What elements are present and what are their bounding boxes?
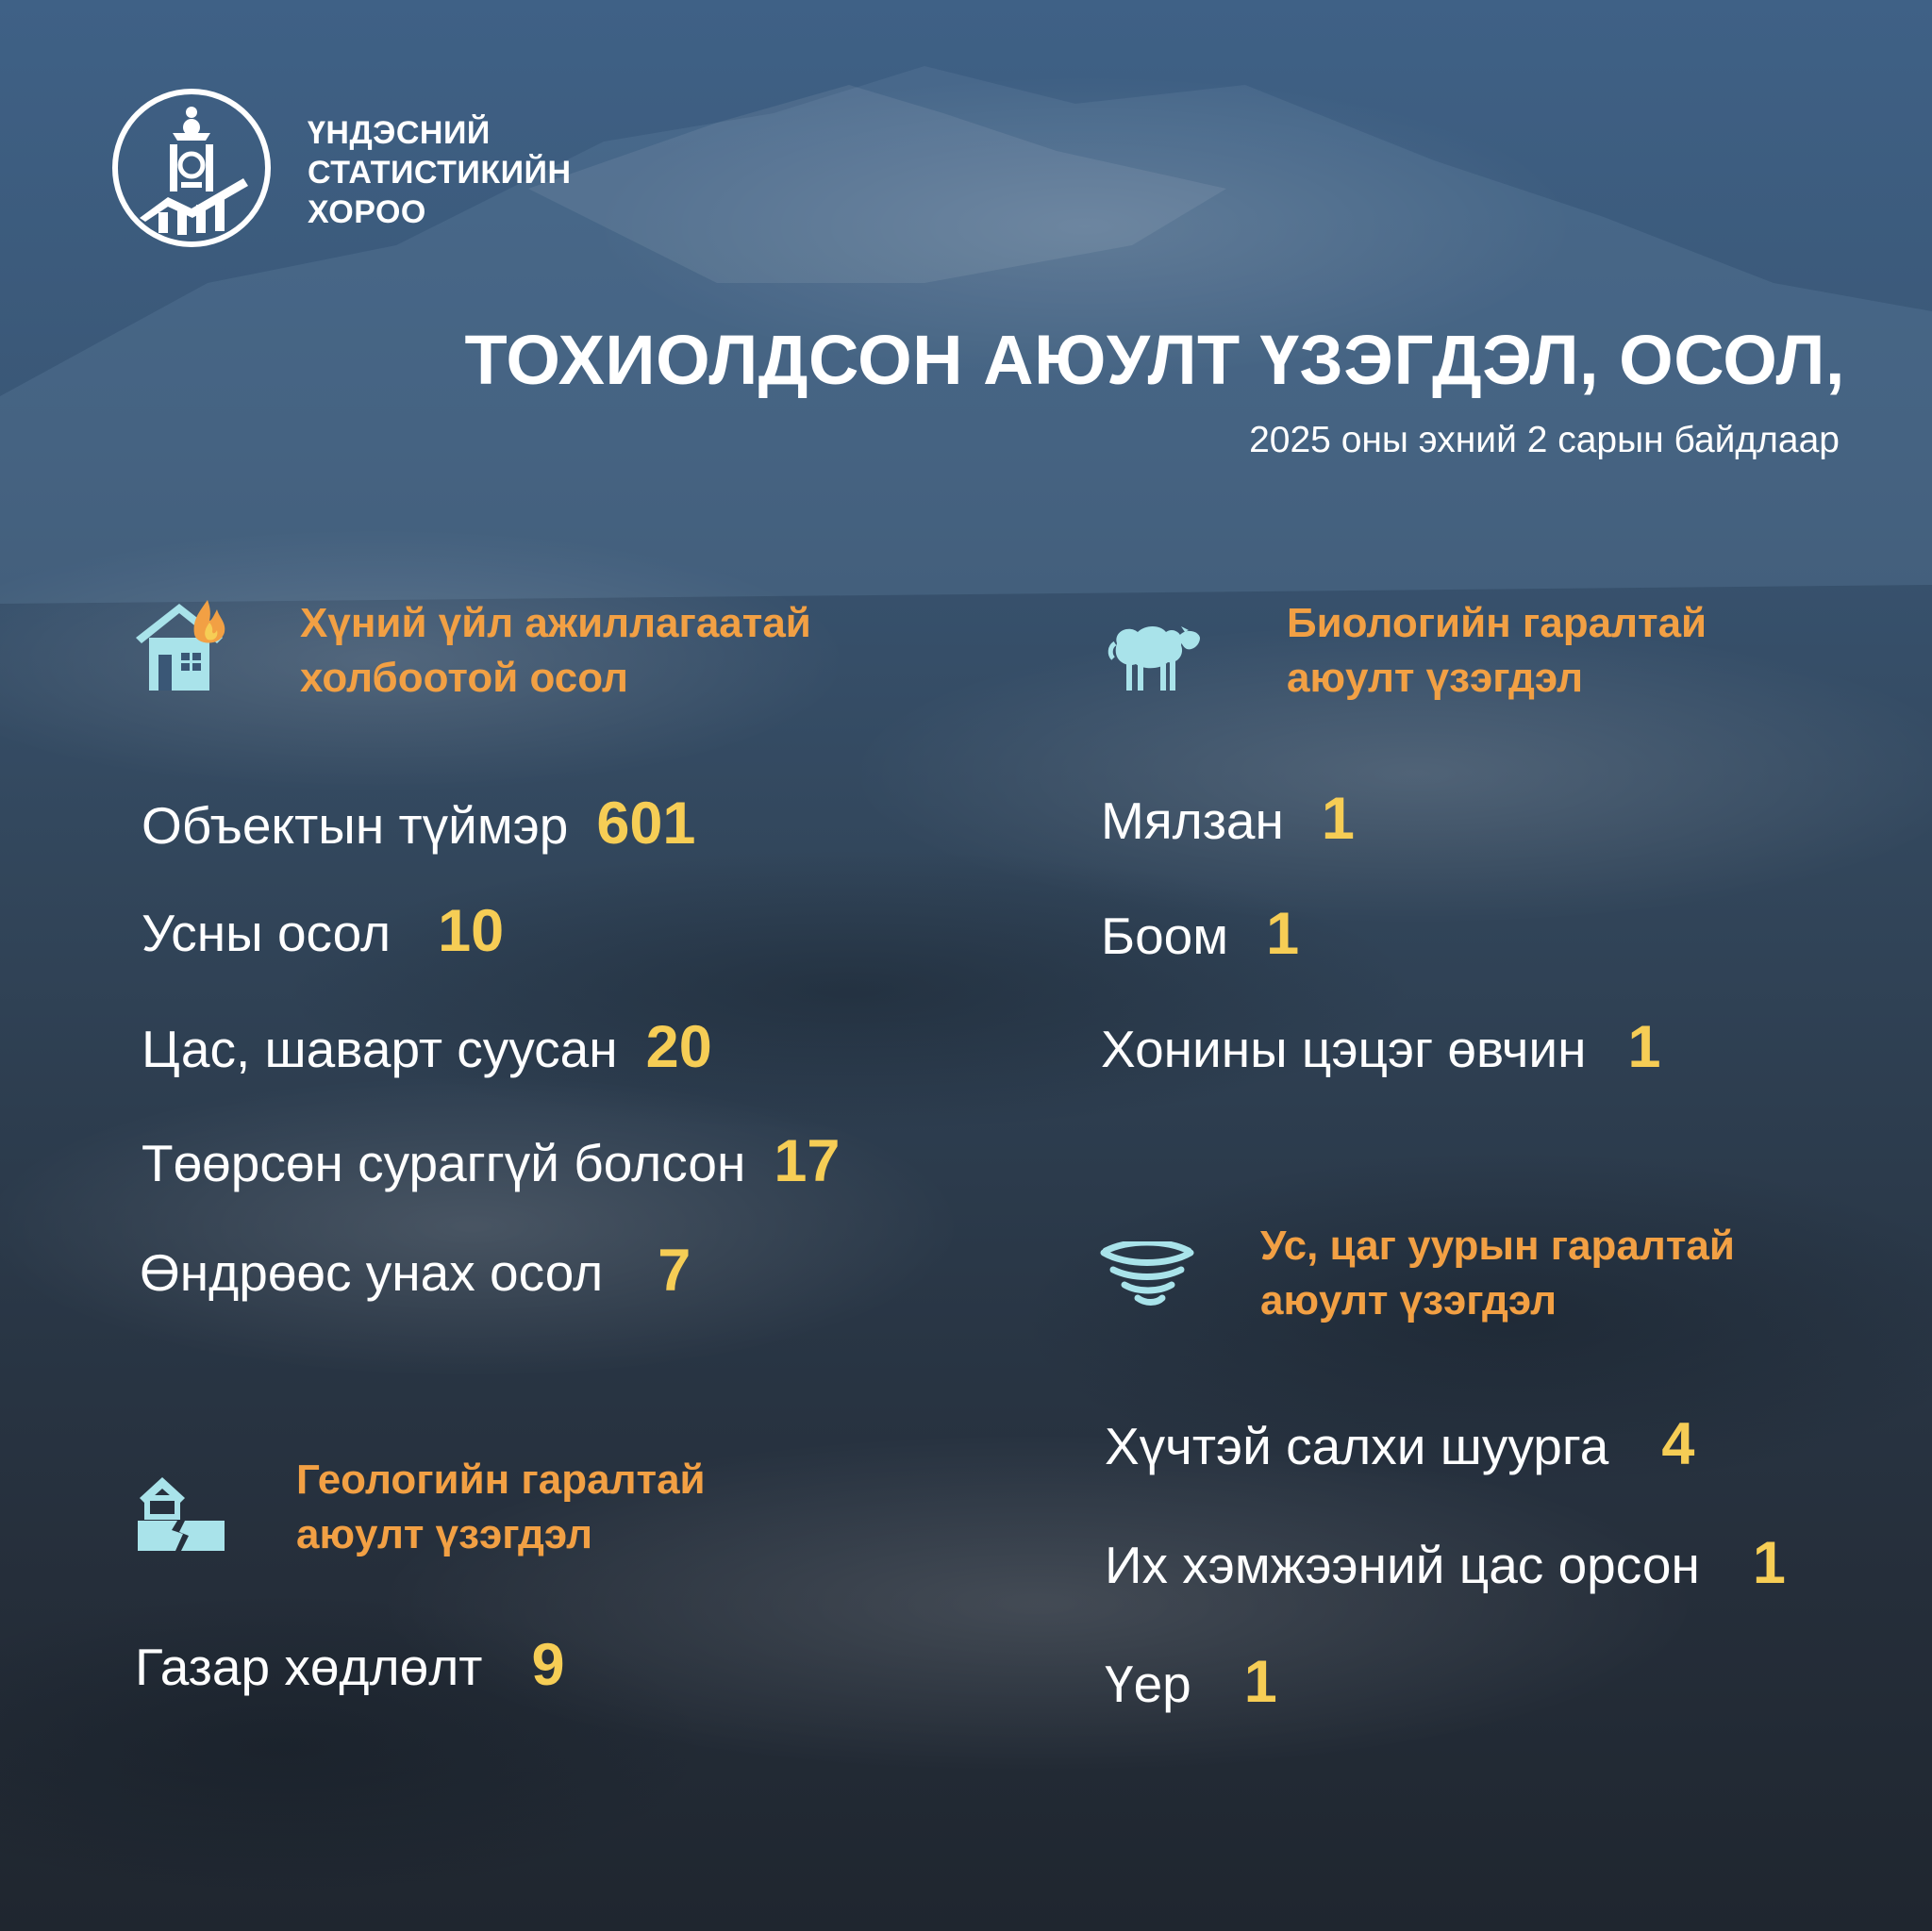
org-name-line-3: ХОРОО (308, 194, 426, 230)
item-label: Усны осол (142, 904, 391, 962)
category-title-human (300, 596, 811, 706)
item-value: 1 (1321, 786, 1355, 852)
item-value: 20 (645, 1014, 712, 1080)
earthquake-house-icon (138, 1472, 225, 1553)
item-label: Цас, шаварт суусан (142, 1020, 618, 1078)
item-label: Хүчтэй салхи шуурга (1105, 1417, 1609, 1475)
list-item (1101, 788, 1355, 852)
org-name (308, 113, 572, 232)
category-title-geological-line-2: аюулт үзэгдэл (296, 1511, 593, 1557)
category-title-weather-line-2: аюулт үзэгдэл (1260, 1277, 1557, 1323)
item-value: 1 (1266, 901, 1300, 967)
item-value: 1 (1627, 1014, 1661, 1080)
soyombo-chart-logo-icon (111, 88, 272, 248)
list-item (1101, 1016, 1661, 1080)
list-item (142, 792, 695, 857)
item-label: Объектын түймэр (142, 796, 569, 855)
house-fire-icon (132, 596, 234, 694)
list-item (135, 1634, 565, 1698)
tornado-icon (1100, 1241, 1194, 1309)
list-item (142, 900, 504, 964)
category-title-human-line-1: Хүний үйл ажиллагаатай (300, 600, 811, 646)
page-subtitle: 2025 оны эхний 2 сарын байдлаар (1249, 420, 1840, 460)
sheep-icon (1106, 623, 1202, 692)
item-value: 10 (438, 898, 505, 964)
item-value: 1 (1752, 1530, 1786, 1596)
item-label: Боом (1101, 907, 1229, 965)
category-title-biological-line-2: аюулт үзэгдэл (1287, 655, 1584, 701)
item-label: Мялзан (1101, 791, 1284, 850)
item-label: Хонины цэцэг өвчин (1101, 1020, 1587, 1078)
category-title-geological (296, 1453, 706, 1562)
item-value: 7 (658, 1238, 691, 1304)
category-title-weather-line-1: Ус, цаг уурын гаралтай (1260, 1223, 1735, 1269)
list-item (142, 1130, 840, 1194)
item-label: Үер (1105, 1655, 1191, 1713)
list-item (1101, 903, 1299, 967)
category-title-weather (1260, 1219, 1735, 1328)
list-item (1105, 1413, 1694, 1477)
item-label: Төөрсөн сураггүй болсон (142, 1134, 746, 1192)
category-title-geological-line-1: Геологийн гаралтай (296, 1457, 706, 1503)
list-item (142, 1016, 712, 1080)
list-item (1105, 1651, 1277, 1715)
item-label: Өндрөөс унах осол (140, 1243, 604, 1302)
list-item (140, 1240, 691, 1304)
item-value: 9 (531, 1632, 565, 1698)
page-title: ТОХИОЛДСОН АЮУЛТ ҮЗЭГДЭЛ, ОСОЛ, (464, 321, 1845, 399)
category-title-human-line-2: холбоотой осол (300, 655, 628, 701)
org-logo (111, 88, 272, 248)
list-item (1105, 1532, 1786, 1596)
category-title-biological (1287, 596, 1707, 706)
category-title-biological-line-1: Биологийн гаралтай (1287, 600, 1707, 646)
org-name-line-2: СТАТИСТИКИЙН (308, 155, 572, 191)
item-value: 601 (596, 791, 696, 857)
item-value: 1 (1243, 1649, 1277, 1715)
org-name-line-1: ҮНДЭСНИЙ (308, 115, 491, 151)
item-value: 4 (1661, 1411, 1695, 1477)
item-label: Их хэмжээний цас орсон (1105, 1536, 1700, 1594)
item-label: Газар хөдлөлт (135, 1638, 483, 1696)
item-value: 17 (774, 1128, 841, 1194)
